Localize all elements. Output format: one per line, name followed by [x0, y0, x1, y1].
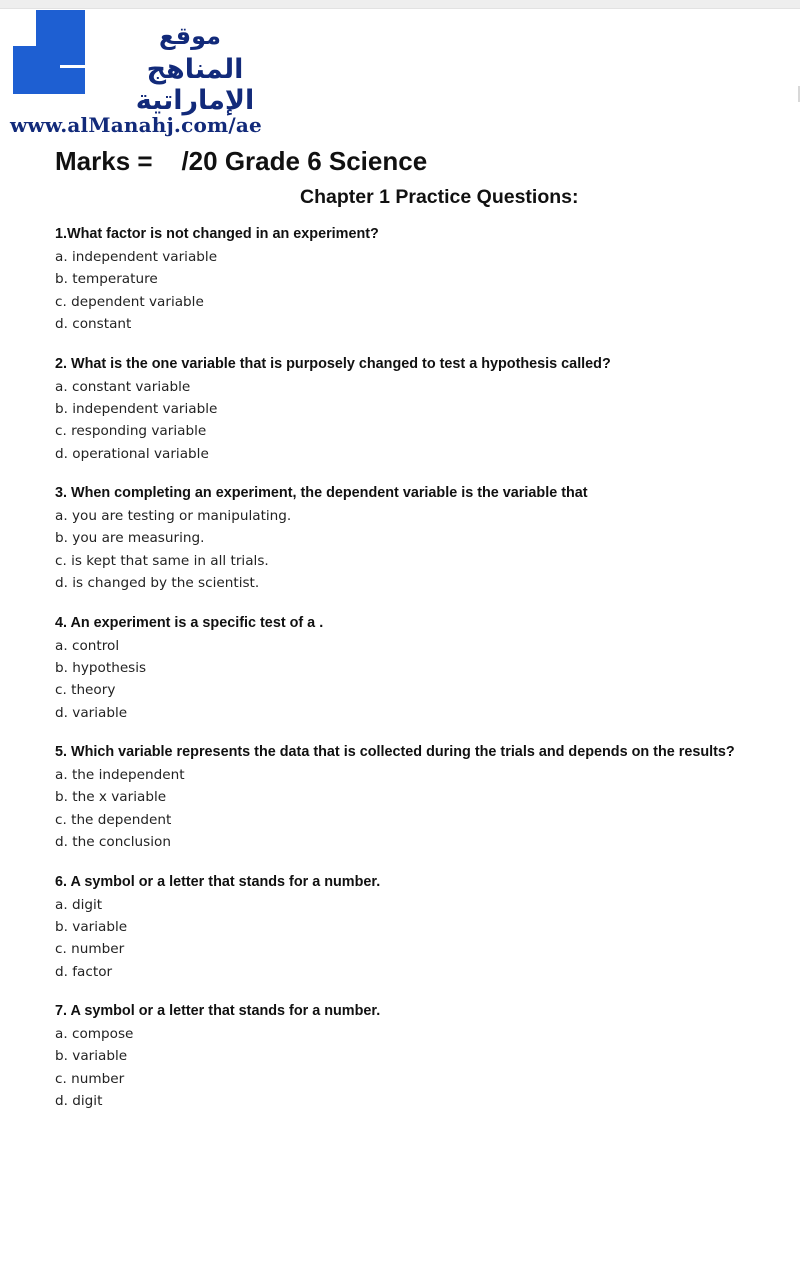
question-text: 2. What is the one variable that is purposely changed to test a hypothesis called?: [55, 355, 611, 372]
option-b: b. variable: [55, 1048, 128, 1065]
chapter-title: Chapter 1 Practice Questions:: [300, 186, 579, 208]
option-c: c. responding variable: [55, 423, 207, 440]
logo-square-bottom: [53, 68, 85, 94]
option-d: d. constant: [55, 316, 132, 333]
logo-arabic-line1: موقع: [158, 22, 221, 50]
option-d: d. operational variable: [55, 445, 209, 462]
option-d: d. factor: [55, 963, 113, 980]
option-d: d. digit: [55, 1093, 103, 1110]
option-b: b. hypothesis: [55, 659, 147, 676]
option-a: a. you are testing or manipulating.: [55, 508, 292, 524]
option-b: b. temperature: [55, 271, 158, 288]
option-d: d. the conclusion: [55, 834, 171, 851]
option-b: b. you are measuring.: [55, 530, 205, 547]
option-c: c. is kept that same in all trials.: [55, 552, 269, 569]
option-d: d. variable: [55, 704, 128, 721]
question-list: [55, 225, 785, 1132]
option-b: b. variable: [55, 918, 128, 935]
option-a: a. control: [55, 637, 120, 654]
option-c: c. number: [55, 1070, 125, 1087]
option-c: c. the dependent: [55, 811, 172, 828]
question-text: 3. When completing an experiment, the dependent variable is the variable that: [55, 485, 588, 501]
question-6: [55, 873, 785, 1003]
option-a: a. the independent: [55, 767, 185, 783]
option-c: c. number: [55, 941, 125, 958]
question-3: [55, 484, 785, 614]
question-text: 6. A symbol or a letter that stands for a number.: [55, 873, 381, 890]
option-c: c. dependent variable: [55, 293, 204, 310]
question-text: 5. Which variable represents the data that is collected during the trials and depends on the results?: [55, 744, 735, 760]
logo-arabic-line2: المناهج الإماراتية: [135, 54, 255, 116]
site-logo: [13, 10, 85, 94]
option-a: a. compose: [55, 1026, 134, 1042]
question-text: 4. An experiment is a specific test of a .: [55, 614, 324, 631]
question-text: 7. A symbol or a letter that stands for a number.: [55, 1003, 381, 1019]
option-b: b. the x variable: [55, 789, 167, 806]
marks-heading: Marks = /20 Grade 6 Science: [55, 146, 428, 176]
question-1: [55, 225, 785, 355]
site-url[interactable]: www.alManahj.com/ae: [10, 113, 262, 137]
question-7: [55, 1002, 785, 1132]
question-2: [55, 355, 785, 485]
question-4: [55, 614, 785, 744]
option-b: b. independent variable: [55, 400, 218, 417]
option-a: a. independent variable: [55, 249, 218, 265]
option-a: a. constant variable: [55, 378, 191, 395]
option-c: c. theory: [55, 682, 116, 699]
question-text: 1.What factor is not changed in an experiment?: [55, 226, 379, 242]
option-d: d. is changed by the scientist.: [55, 575, 260, 592]
viewer-top-bar: [0, 0, 800, 9]
question-5: [55, 743, 785, 873]
option-a: a. digit: [55, 896, 103, 913]
